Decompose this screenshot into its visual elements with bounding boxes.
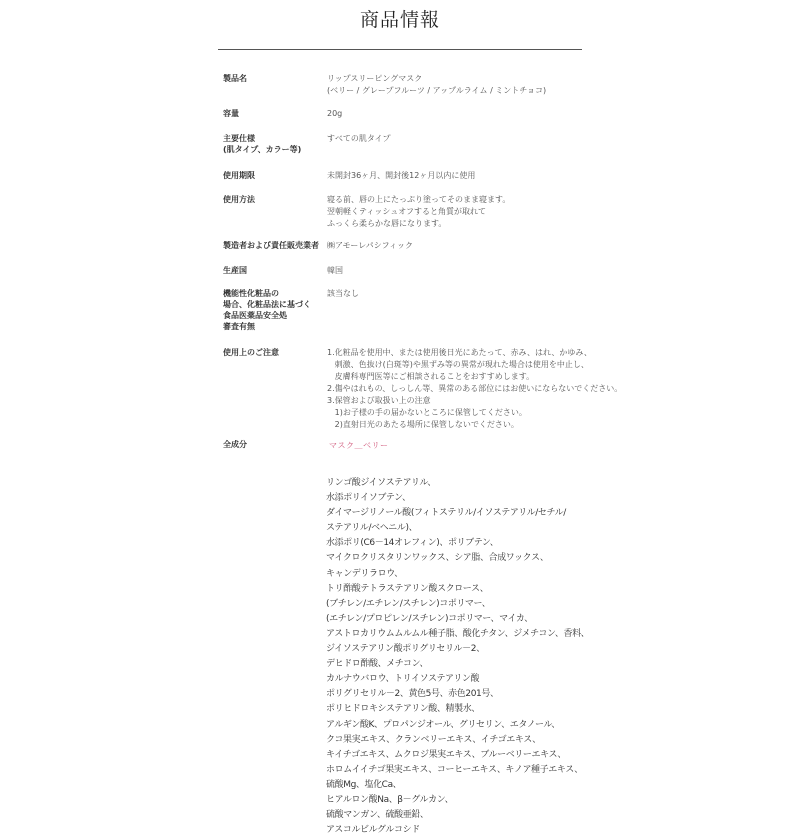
spec-value-line: すべての肌タイプ (327, 134, 391, 143)
spec-value (327, 347, 623, 431)
spec-value-line: 寝る前、唇の上にたっぷり塗ってそのまま寝ます。 (327, 195, 511, 204)
spec-value-line: 韓国 (327, 266, 343, 275)
spec-value (327, 288, 617, 300)
spec-value (327, 240, 617, 252)
ingredient-line: ジイソステアリン酸ポリグリセリル－2、 (326, 644, 485, 655)
spec-value-line: 該当なし (327, 289, 359, 298)
ingredient-line: (ブチレン/エチレン/スチレン)コポリマー、 (326, 598, 491, 609)
ingredient-line: ポリグリセリル－2、黄色5号、赤色201号、 (326, 689, 499, 700)
spec-value-line: 20g (327, 109, 343, 118)
spec-value-line: ㈱アモーレパシフィック (327, 241, 413, 250)
spec-value-line: 翌朝軽くティッシュオフすると角質が取れて (327, 207, 486, 216)
ingredient-list (326, 476, 606, 838)
ingredient-line: キイチゴエキス、ムクロジ果実エキス、ブルーベリーエキス、 (326, 749, 566, 760)
spec-value-line: 未開封36ヶ月、開封後12ヶ月以内に使用 (327, 171, 476, 180)
ingredient-line: トリ酢酸テトラステアリン酸スクロース、 (326, 583, 489, 594)
ingredient-line: マイクロクリスタリンワックス、シア脂、合成ワックス、 (326, 553, 549, 564)
spec-label: 使用期限 (223, 171, 255, 180)
spec-value-line: 2.傷やはれもの、しっしん等、異常のある部位にはお使いにならないでください。 (327, 384, 623, 393)
spec-value-line: (ベリー / グレープフルーツ / アップルライム / ミントチョコ) (327, 86, 547, 95)
ingredient-line: アルギン酸K、プロパンジオール、グリセリン、エタノール、 (326, 719, 560, 730)
ingredient-line: アストロカリウムムルムル種子脂、酸化チタン、ジメチコン、香料、 (326, 628, 590, 639)
spec-label: 全成分 (223, 440, 247, 449)
spec-label: 機能性化粧品の 場合、化粧品法に基づく 食品医薬品安全処 審査有無 (223, 289, 311, 331)
page-title: 商品情報 (359, 9, 440, 31)
spec-value-line: 刺激、色抜け(白斑等)や黒ずみ等の異常が現れた場合は使用を中止し、 (327, 360, 589, 369)
spec-value (327, 170, 617, 182)
spec-value-line: ふっくら柔らかな唇になります。 (327, 219, 447, 228)
ingredient-line: ステアリル/ベヘニル)、 (326, 523, 418, 534)
ingredient-line: ポリヒドロキシステアリン酸、精製水、 (326, 704, 480, 715)
ingredient-line: ヒアルロン酸Na、β－グルカン、 (326, 794, 454, 805)
spec-label: 使用上のご注意 (223, 348, 279, 357)
spec-value (327, 73, 617, 97)
ingredient-line: リンゴ酸ジイソステアリル、 (326, 478, 436, 488)
ingredient-line: デヒドロ酢酸、メチコン、 (326, 659, 429, 670)
spec-value-line: リップスリーピングマスク (327, 74, 423, 83)
ingredient-line: アスコルビルグルコシド (326, 825, 420, 836)
ingredient-line: 硫酸Mg、塩化Ca、 (326, 779, 402, 790)
spec-label: 製品名 (223, 74, 247, 83)
spec-label: 製造者および責任販売業者 (223, 241, 319, 250)
ingredient-line: (エチレン/プロピレン/スチレン)コポリマー、マイカ、 (326, 613, 533, 624)
ingredient-variant-tab: マスク＿ベリー (329, 441, 389, 450)
ingredient-line: 水添ポリイソブテン、 (326, 493, 411, 504)
spec-value (327, 194, 617, 230)
ingredient-line: カルナウバロウ、トリイソステアリン酸 (326, 674, 480, 685)
spec-label: 容量 (223, 109, 239, 118)
spec-value-line: 1.化粧品を使用中、または使用後日光にあたって、赤み、はれ、かゆみ、 (327, 348, 592, 357)
spec-value-line: 1)お子様の手の届かないところに保管してください。 (327, 408, 527, 417)
ingredient-line: クコ果実エキス、クランベリーエキス、イチゴエキス、 (326, 734, 541, 745)
ingredient-line: キャンデリラロウ、 (326, 568, 403, 579)
spec-label: 使用方法 (223, 195, 255, 204)
spec-value-line: 2)直射日光のあたる場所に保管しないでください。 (327, 420, 519, 429)
spec-value (327, 265, 617, 277)
spec-label: 主要仕様 (肌タイプ、カラー等) (223, 134, 302, 154)
spec-label: 生産国 (223, 266, 247, 275)
spec-value (327, 108, 617, 120)
title-divider (218, 49, 582, 50)
ingredient-line: 硫酸マンガン、硫酸亜鉛、 (326, 810, 429, 821)
ingredient-line: ダイマージリノール酸(フィトステリル/イソステアリル/セチル/ (326, 508, 566, 519)
spec-value-line: 皮膚科専門医等にご相談されることをおすすめします。 (327, 372, 535, 381)
spec-value-line: 3.保管および取扱い上の注意 (327, 396, 431, 405)
ingredient-line: 水添ポリ(C6－14オレフィン)、ポリブテン、 (326, 538, 499, 549)
ingredient-line: ホロムイイチゴ果実エキス、コーヒーエキス、キノア種子エキス、 (326, 764, 583, 775)
spec-value (327, 133, 617, 145)
